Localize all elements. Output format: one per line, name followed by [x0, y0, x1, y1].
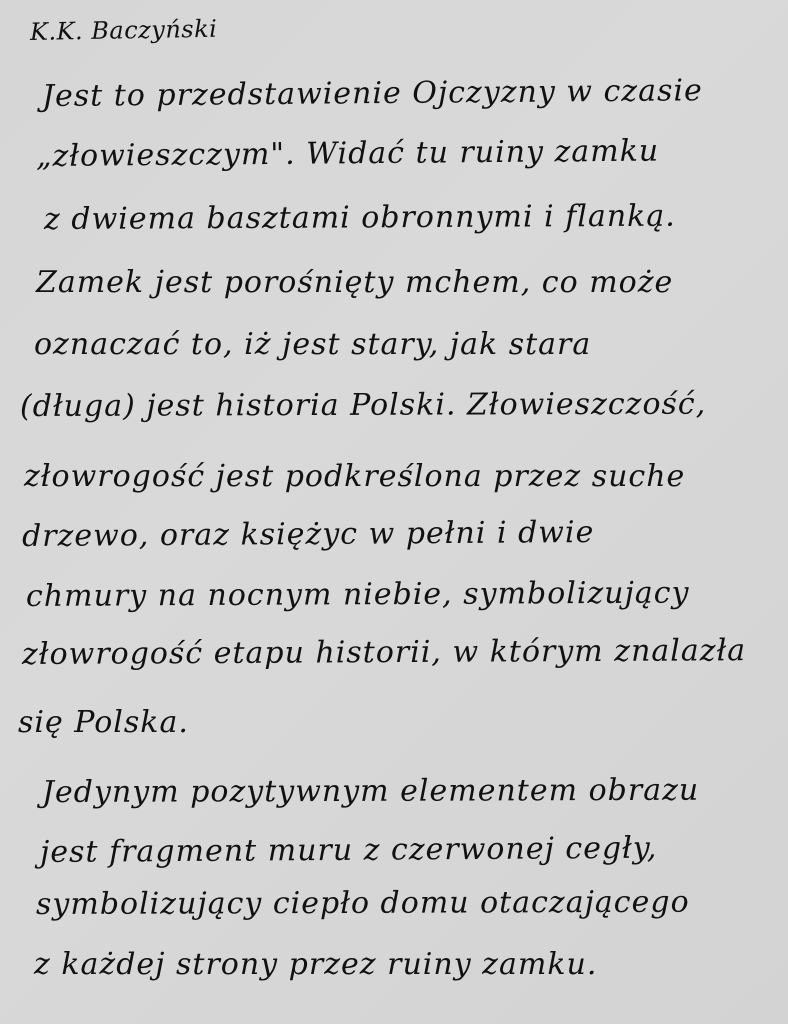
- text-line-3: z dwiema basztami obronnymi i flanką.: [43, 198, 676, 237]
- text-line-11: się Polska.: [18, 705, 189, 740]
- text-line-4: Zamek jest porośnięty mchem, co może: [36, 265, 674, 300]
- text-line-8: drzewo, oraz księżyc w pełni i dwie: [21, 515, 595, 554]
- text-line-5: oznaczać to, iż jest stary, jak stara: [34, 327, 592, 362]
- text-line-14: symbolizujący ciepło domu otaczającego: [35, 884, 690, 922]
- text-line-1: Jest to przedstawienie Ojczyzny w czasie: [41, 73, 703, 114]
- text-line-15: z każdej strony przez ruiny zamku.: [34, 947, 598, 982]
- text-line-12: Jedynym pozytywnym elementem obrazu: [41, 772, 700, 810]
- text-line-9: chmury na nocnym niebie, symbolizujący: [25, 575, 690, 614]
- text-line-13: jest fragment muru z czerwonej cegły,: [39, 830, 658, 870]
- text-line-10: złowrogość etapu historii, w którym znalazła: [21, 633, 747, 672]
- text-line-6: (długa) jest historia Polski. Złowieszczość,: [19, 386, 707, 424]
- text-line-2: „złowieszczym". Widać tu ruiny zamku: [35, 133, 660, 174]
- author-heading: K.K. Baczyński: [29, 14, 218, 46]
- text-line-7: złowrogość jest podkreślona przez suche: [24, 459, 686, 494]
